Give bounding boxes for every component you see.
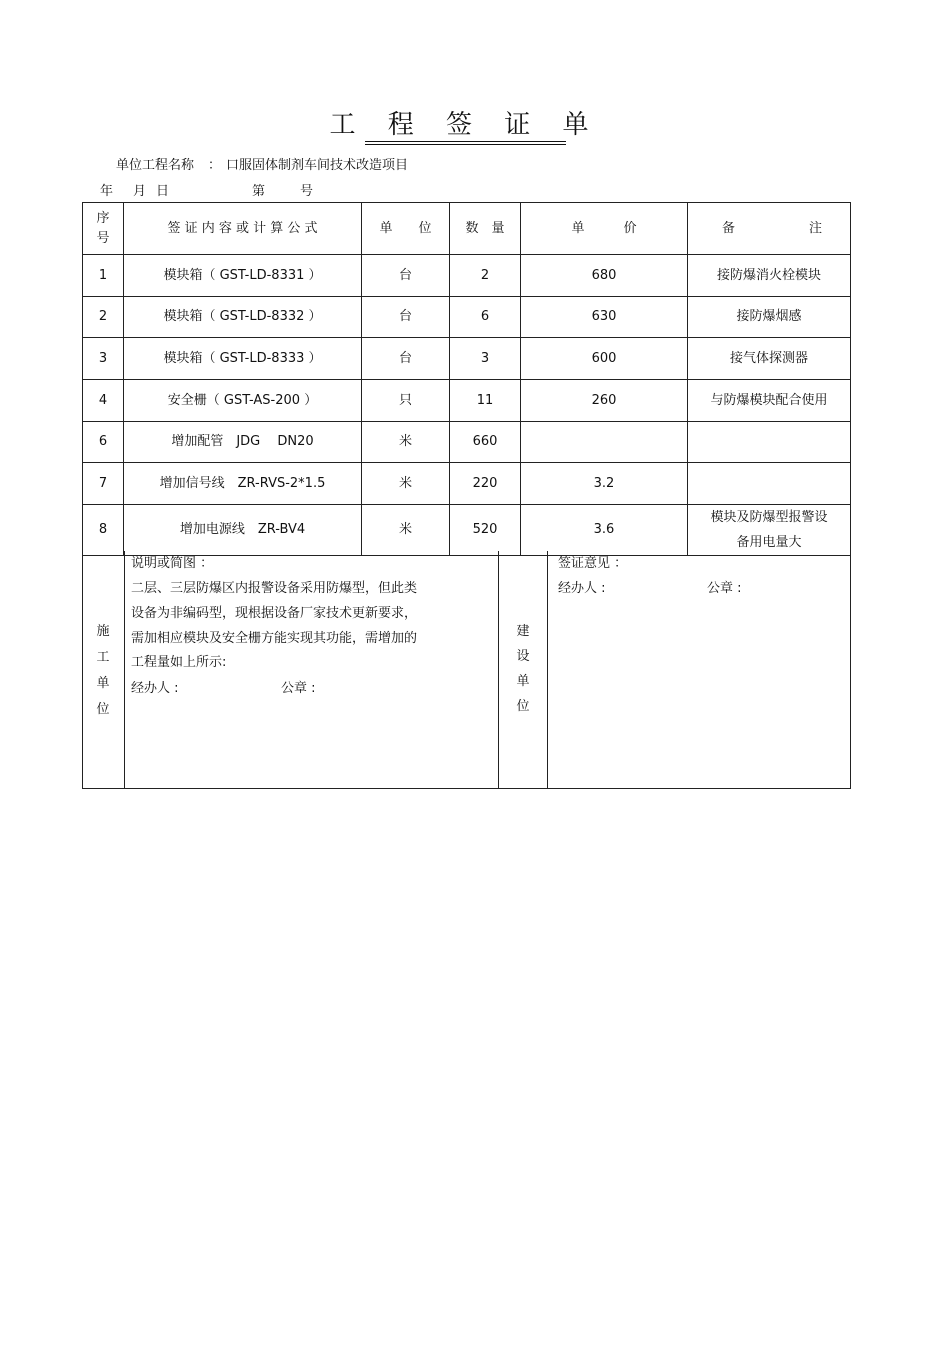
row-seq: 4 — [83, 380, 124, 422]
row-content: 模块箱（ GST-LD-8331 ） — [124, 255, 362, 297]
row-price: 630 — [521, 297, 688, 338]
contractor-seal: 公章 : — [281, 681, 316, 696]
number-suffix: 号 — [300, 184, 314, 199]
description-line: 二层、三层防爆区内报警设备采用防爆型，但此类 — [131, 581, 418, 596]
owner-label — [513, 619, 533, 719]
row-seq: 7 — [83, 463, 124, 505]
row-remark: 接防爆消火栓模块 — [688, 255, 851, 297]
contractor-label-char: 位 — [96, 702, 110, 717]
row-unit: 台 — [362, 255, 450, 297]
opinion-title: 签证意见 ： — [558, 556, 628, 571]
row-content: 安全栅（ GST-AS-200 ） — [124, 380, 362, 422]
row-price: 3.6 — [521, 505, 688, 556]
table-row — [83, 338, 851, 380]
row-remark — [688, 463, 851, 505]
approval-section — [82, 551, 851, 789]
header-seq — [83, 203, 124, 255]
row-unit: 米 — [362, 505, 450, 556]
row-seq: 3 — [83, 338, 124, 380]
date-year: 年 — [100, 184, 114, 199]
row-price: 260 — [521, 380, 688, 422]
unit-project-value: 口服固体制剂车间技术改造项目 — [226, 158, 409, 173]
row-price: 680 — [521, 255, 688, 297]
row-unit: 台 — [362, 338, 450, 380]
table-row — [83, 297, 851, 338]
row-remark-line1: 模块及防爆型报警设 — [710, 510, 828, 525]
table-row — [83, 505, 851, 556]
row-quantity: 6 — [450, 297, 521, 338]
header-remark — [688, 203, 851, 255]
row-remark: 接气体探测器 — [688, 338, 851, 380]
row-seq: 2 — [83, 297, 124, 338]
row-price — [521, 422, 688, 463]
row-quantity: 660 — [450, 422, 521, 463]
date-day: 日 — [156, 184, 170, 199]
header-price: 单 价 — [521, 203, 688, 255]
row-price: 600 — [521, 338, 688, 380]
table-row — [83, 422, 851, 463]
divider-line — [498, 551, 499, 788]
divider-line — [547, 551, 548, 788]
description-line: 工程量如上所示: — [131, 655, 227, 670]
row-quantity: 3 — [450, 338, 521, 380]
date-month: 月 — [133, 184, 147, 199]
row-content: 模块箱（ GST-LD-8332 ） — [124, 297, 362, 338]
row-unit: 只 — [362, 380, 450, 422]
owner-seal: 公章 : — [707, 581, 742, 596]
row-price: 3.2 — [521, 463, 688, 505]
contractor-label-char: 施 — [96, 624, 110, 639]
description-line: 需加相应模块及安全栅方能实现其功能，需增加的 — [131, 631, 418, 646]
header-seq-line2: 号 — [96, 230, 110, 246]
row-content: 增加电源线 ZR-BV4 — [124, 505, 362, 556]
header-unit: 单 位 — [362, 203, 450, 255]
owner-label-char: 单 — [516, 674, 530, 689]
row-remark — [688, 422, 851, 463]
header-remark-left: 备 — [722, 220, 736, 236]
owner-label-char: 位 — [516, 699, 530, 714]
header-remark-right: 注 — [808, 220, 822, 236]
table-header-row — [83, 203, 851, 255]
row-remark: 接防爆烟感 — [688, 297, 851, 338]
contractor-handler: 经办人 : — [131, 681, 179, 696]
row-seq: 6 — [83, 422, 124, 463]
row-quantity: 2 — [450, 255, 521, 297]
signoff-table — [82, 202, 851, 556]
table-row — [83, 255, 851, 297]
row-content: 增加信号线 ZR-RVS-2*1.5 — [124, 463, 362, 505]
row-remark-line2: 备用电量大 — [736, 535, 802, 550]
row-quantity: 520 — [450, 505, 521, 556]
contractor-label-char: 单 — [96, 676, 110, 691]
row-seq: 8 — [83, 505, 124, 556]
description-line: 设备为非编码型，现根据设备厂家技术更新要求， — [131, 606, 418, 621]
header-content: 签 证 内 容 或 计 算 公 式 — [124, 203, 362, 255]
description-title: 说明或简图 ： — [131, 556, 214, 571]
owner-label-char: 设 — [516, 649, 530, 664]
row-remark — [688, 505, 851, 556]
owner-label-char: 建 — [516, 624, 530, 639]
row-content: 增加配管 JDG DN20 — [124, 422, 362, 463]
unit-project-label: 单位工程名称 — [116, 158, 195, 173]
row-unit: 台 — [362, 297, 450, 338]
row-remark: 与防爆模块配合使用 — [688, 380, 851, 422]
row-quantity: 220 — [450, 463, 521, 505]
table-row — [83, 463, 851, 505]
contractor-label — [93, 619, 113, 723]
row-quantity: 11 — [450, 380, 521, 422]
row-unit: 米 — [362, 422, 450, 463]
number-prefix: 第 — [252, 184, 266, 199]
title-underline-bottom — [365, 144, 566, 145]
contractor-label-char: 工 — [96, 650, 110, 665]
document-title: 工 程 签 证 单 — [329, 110, 601, 140]
row-content: 模块箱（ GST-LD-8333 ） — [124, 338, 362, 380]
owner-handler: 经办人 : — [558, 581, 606, 596]
header-seq-line1: 序 — [96, 210, 110, 226]
header-quantity: 数 量 — [450, 203, 521, 255]
title-underline-top — [365, 141, 566, 142]
row-seq: 1 — [83, 255, 124, 297]
row-unit: 米 — [362, 463, 450, 505]
table-row — [83, 380, 851, 422]
divider-line — [124, 551, 125, 788]
unit-project-separator: ： — [208, 158, 222, 173]
